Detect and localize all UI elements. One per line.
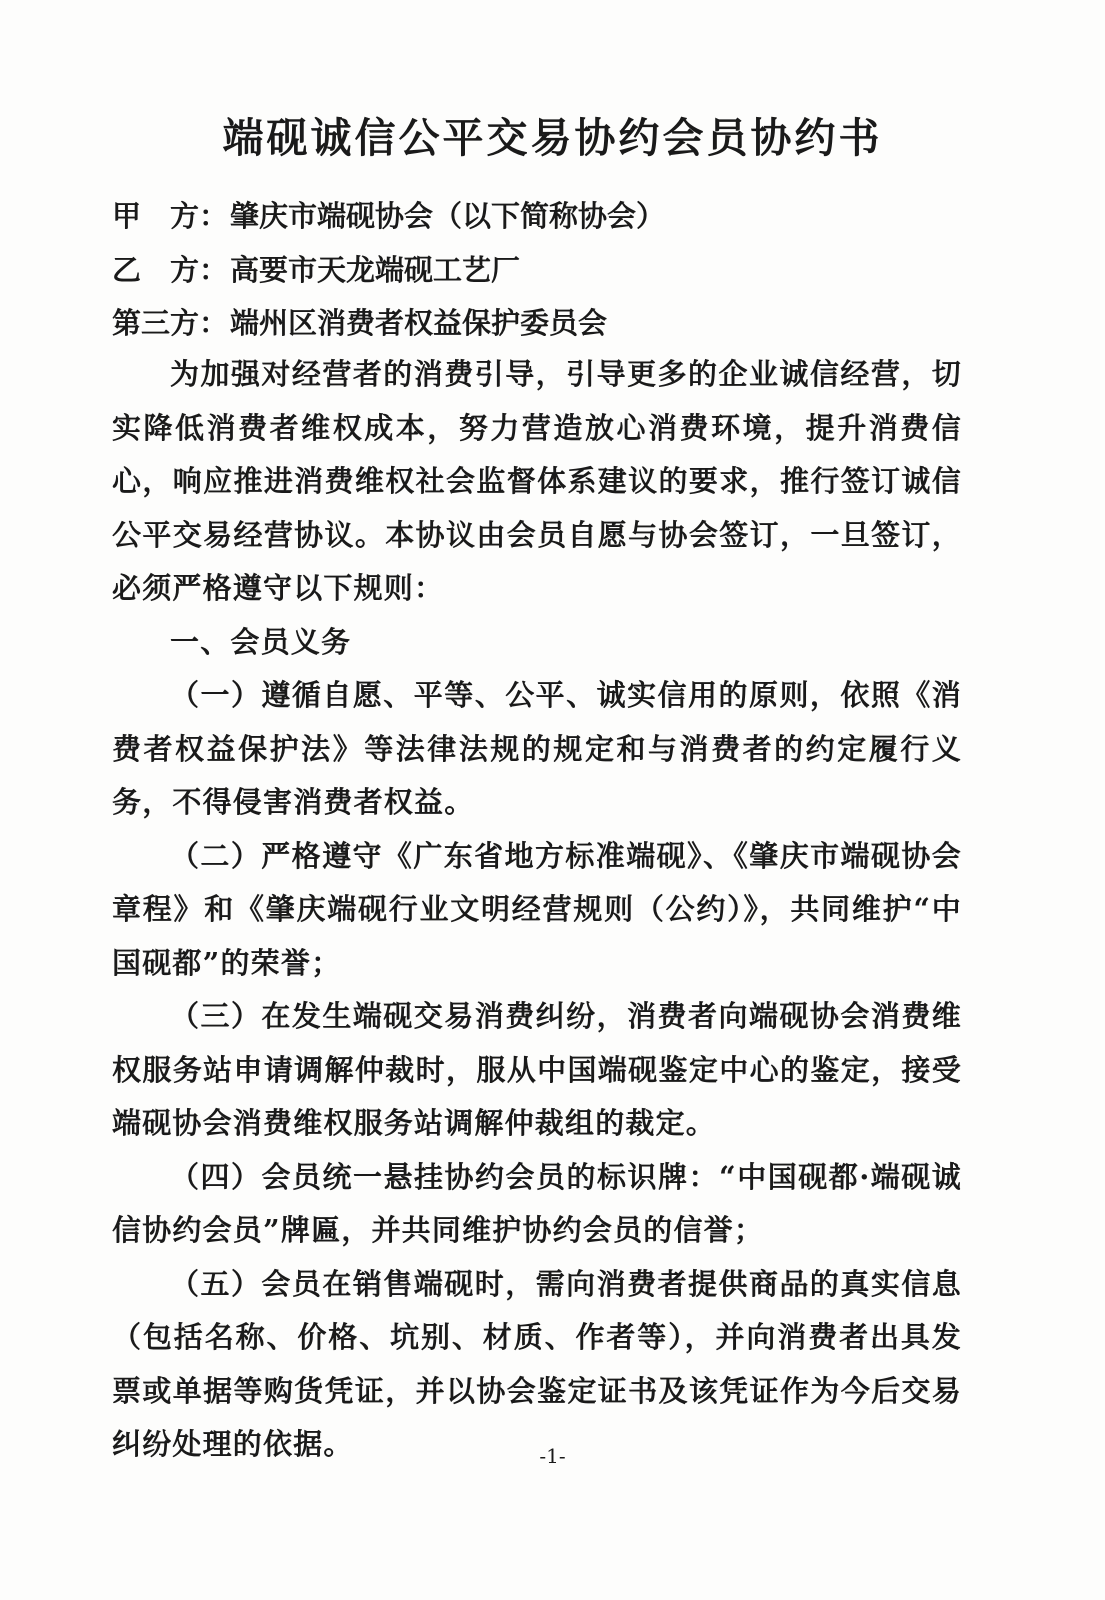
party-third-label: 第三方： xyxy=(112,306,229,340)
party-b-label: 乙 方： xyxy=(112,253,229,287)
intro-paragraph: 为加强对经营者的消费引导，引导更多的企业诚信经营，切实降低消费者维权成本，努力营造放心消费环境，提升消费信心，响应推进消费维权社会监督体系建议的要求，推行签订诚信公平交易经营协议。本协议由会员自愿与协会签订，一旦签订，必须严格遵守以下规则： xyxy=(112,357,962,605)
clause-1: （一）遵循自愿、平等、公平、诚实信用的原则，依照《消费者权益保护法》等法律法规的规定和与消费者的约定履行义务，不得侵害消费者权益。 xyxy=(112,678,962,819)
section-heading: 一、会员义务 xyxy=(170,624,352,659)
clause-4: （四）会员统一悬挂协约会员的标识牌：“中国砚都·端砚诚信协约会员”牌匾，并共同维护协约会员的信誉； xyxy=(112,1159,962,1247)
party-a-label: 甲 方： xyxy=(112,199,229,233)
party-b xyxy=(112,250,520,290)
clause-5: （五）会员在销售端砚时，需向消费者提供商品的真实信息（包括名称、价格、坑别、材质、作者等），并向消费者出具发票或单据等购货凭证，并以协会鉴定证书及该凭证作为今后交易纠纷处理的依据。 xyxy=(112,1266,962,1461)
document-title: 端砚诚信公平交易协约会员协约书 xyxy=(222,114,883,162)
party-a xyxy=(112,196,665,236)
party-third-value: 端州区消费者权益保护委员会 xyxy=(230,306,608,340)
party-a-value: 肇庆市端砚协会（以下简称协会） xyxy=(230,199,666,233)
party-third xyxy=(112,303,607,343)
clause-3: （三）在发生端砚交易消费纠纷，消费者向端砚协会消费维权服务站申请调解仲裁时，服从中国端砚鉴定中心的鉴定，接受端砚协会消费维权服务站调解仲裁组的裁定。 xyxy=(112,999,962,1140)
document-body xyxy=(112,348,962,1472)
clause-2: （二）严格遵守《广东省地方标准端砚》、《肇庆市端砚协会章程》和《肇庆端砚行业文明经营规则（公约）》，共同维护“中国砚都”的荣誉； xyxy=(112,838,962,980)
party-b-value: 高要市天龙端砚工艺厂 xyxy=(230,253,521,287)
page-number: -1- xyxy=(539,1444,566,1468)
